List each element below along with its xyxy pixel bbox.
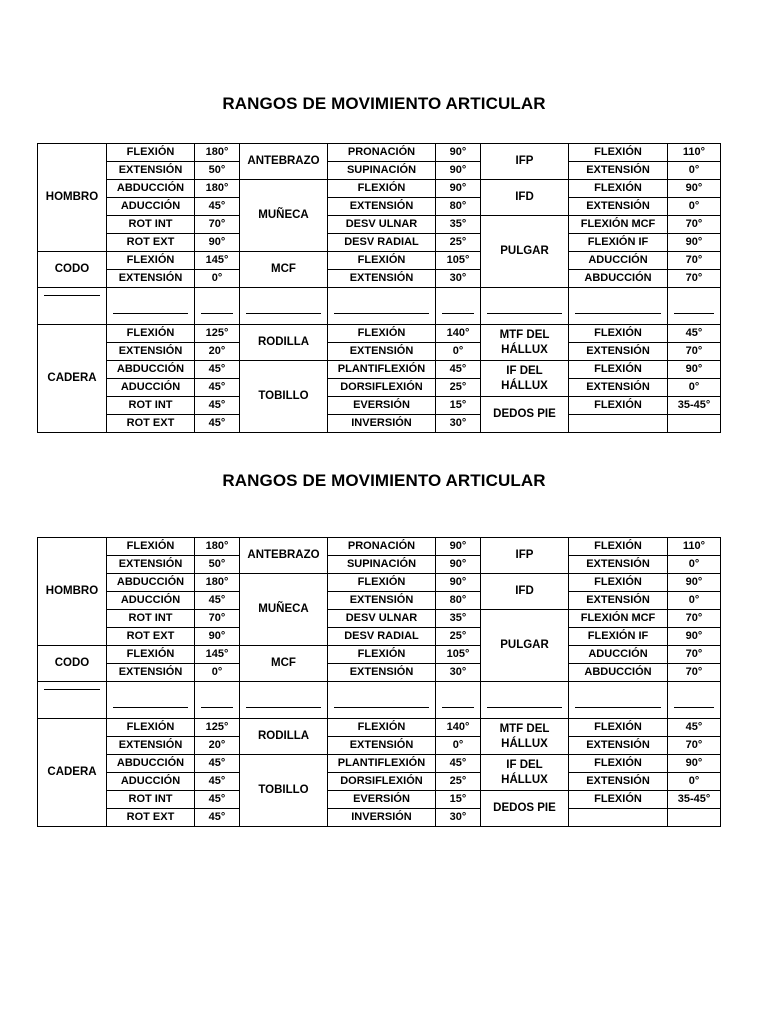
movement-label: INVERSIÓN — [328, 809, 436, 827]
table-row — [38, 719, 721, 737]
movement-label: FLEXIÓN — [107, 719, 195, 737]
range-value: 145° — [195, 252, 240, 270]
joint-label: IFD — [515, 191, 534, 203]
table-row — [38, 574, 721, 592]
movement-label: FLEXIÓN — [569, 144, 668, 162]
range-value: 90° — [436, 144, 481, 162]
joint-cadera — [38, 325, 107, 433]
movement-label: ABDUCCIÓN — [107, 361, 195, 379]
joint-cadera — [38, 719, 107, 827]
blank-cell — [240, 682, 328, 719]
table-row — [38, 610, 721, 628]
movement-label — [569, 809, 668, 827]
movement-label: FLEXIÓN — [569, 719, 668, 737]
blank-cell — [668, 682, 721, 719]
range-value: 70° — [668, 252, 721, 270]
joint-pulgar — [481, 610, 569, 682]
joint-muneca — [240, 574, 328, 646]
movement-label: FLEXIÓN IF — [569, 628, 668, 646]
table-row — [38, 556, 721, 574]
range-value: 90° — [668, 361, 721, 379]
range-value: 20° — [195, 737, 240, 755]
blank-line — [575, 313, 661, 314]
blank-cell — [38, 288, 107, 325]
joint-mcf — [240, 646, 328, 682]
joint-label: ANTEBRAZO — [247, 549, 320, 561]
joint-if-hallux — [481, 361, 569, 397]
blank-cell — [328, 682, 436, 719]
table-row — [38, 628, 721, 646]
joint-label: CODO — [54, 657, 90, 669]
movement-label: FLEXIÓN — [328, 646, 436, 664]
range-value: 45° — [195, 755, 240, 773]
range-value: 80° — [436, 198, 481, 216]
joint-label: TOBILLO — [258, 784, 309, 796]
range-value: 30° — [436, 809, 481, 827]
blank-line — [201, 313, 233, 314]
movement-label: ROT EXT — [107, 628, 195, 646]
movement-label: EXTENSIÓN — [569, 556, 668, 574]
movement-label: ABDUCCIÓN — [107, 180, 195, 198]
joint-label: RODILLA — [257, 336, 310, 348]
joint-dedos-pie — [481, 397, 569, 433]
blank-cell — [569, 288, 668, 325]
joint-ifp — [481, 144, 569, 180]
joint-if-hallux — [481, 755, 569, 791]
joint-label: HÁLLUX — [501, 737, 548, 750]
joint-label: IF DEL — [506, 758, 543, 771]
blank-cell — [481, 288, 569, 325]
table-row — [38, 216, 721, 234]
blank-line — [246, 707, 321, 708]
range-value: 140° — [436, 719, 481, 737]
range-value: 90° — [668, 234, 721, 252]
range-value: 90° — [668, 180, 721, 198]
range-value: 25° — [436, 379, 481, 397]
range-value: 105° — [436, 252, 481, 270]
range-value: 90° — [436, 574, 481, 592]
movement-label: FLEXIÓN IF — [569, 234, 668, 252]
blank-cell — [328, 288, 436, 325]
range-value: 70° — [668, 216, 721, 234]
movement-label: EXTENSIÓN — [107, 737, 195, 755]
range-value: 45° — [436, 361, 481, 379]
blank-line — [246, 313, 321, 314]
table-row — [38, 379, 721, 397]
range-value: 0° — [668, 162, 721, 180]
movement-label: FLEXIÓN — [569, 397, 668, 415]
range-value: 70° — [668, 270, 721, 288]
range-value: 90° — [436, 162, 481, 180]
joint-label: PULGAR — [500, 245, 549, 257]
movement-label: FLEXIÓN — [107, 646, 195, 664]
movement-label: FLEXIÓN — [569, 361, 668, 379]
movement-label: EXTENSIÓN — [107, 343, 195, 361]
joint-tobillo — [240, 755, 328, 827]
blank-cell — [668, 288, 721, 325]
movement-label: EXTENSIÓN — [569, 737, 668, 755]
movement-label: FLEXIÓN MCF — [569, 216, 668, 234]
movement-label: ROT EXT — [107, 234, 195, 252]
joint-pulgar — [481, 216, 569, 288]
joint-label: MTF DEL — [499, 328, 550, 341]
joint-mtf-hallux — [481, 719, 569, 755]
movement-label: DESV RADIAL — [328, 628, 436, 646]
table-row — [38, 791, 721, 809]
movement-label: EXTENSIÓN — [107, 162, 195, 180]
movement-label: EVERSIÓN — [328, 397, 436, 415]
movement-label: FLEXIÓN — [328, 180, 436, 198]
movement-label: EXTENSIÓN — [569, 379, 668, 397]
movement-label: EXTENSIÓN — [328, 198, 436, 216]
range-value: 45° — [195, 361, 240, 379]
range-value: 20° — [195, 343, 240, 361]
joint-label: ANTEBRAZO — [247, 155, 320, 167]
table-row — [38, 198, 721, 216]
joint-label: HÁLLUX — [501, 379, 548, 392]
blank-line — [442, 313, 474, 314]
range-value: 90° — [668, 755, 721, 773]
blank-line — [201, 707, 233, 708]
movement-label: ADUCCIÓN — [107, 198, 195, 216]
joint-ifp — [481, 538, 569, 574]
movement-label — [569, 415, 668, 433]
range-value: 15° — [436, 397, 481, 415]
table-row — [38, 646, 721, 664]
range-of-motion-table — [37, 537, 721, 827]
table-row — [38, 809, 721, 827]
blank-line — [674, 313, 714, 314]
joint-dedos-pie — [481, 791, 569, 827]
range-value: 45° — [195, 198, 240, 216]
movement-label: ADUCCIÓN — [107, 592, 195, 610]
range-value: 45° — [668, 719, 721, 737]
page-title: RANGOS DE MOVIMIENTO ARTICULAR — [222, 471, 546, 490]
joint-label: MUÑECA — [258, 603, 309, 615]
movement-label: DESV ULNAR — [328, 216, 436, 234]
table-row — [38, 397, 721, 415]
range-value: 70° — [668, 737, 721, 755]
movement-label: SUPINACIÓN — [328, 556, 436, 574]
joint-label: IFD — [515, 585, 534, 597]
movement-label: FLEXIÓN — [569, 755, 668, 773]
range-value: 15° — [436, 791, 481, 809]
movement-label: FLEXIÓN — [107, 144, 195, 162]
movement-label: SUPINACIÓN — [328, 162, 436, 180]
movement-label: ADUCCIÓN — [107, 379, 195, 397]
movement-label: ROT INT — [107, 397, 195, 415]
joint-label: IF DEL — [506, 364, 543, 377]
joint-rodilla — [240, 719, 328, 755]
range-value: 145° — [195, 646, 240, 664]
joint-label: HÁLLUX — [501, 773, 548, 786]
movement-label: ROT EXT — [107, 415, 195, 433]
joint-muneca — [240, 180, 328, 252]
movement-label: ADUCCIÓN — [569, 252, 668, 270]
range-of-motion-table — [37, 143, 721, 433]
blank-line — [334, 313, 429, 314]
joint-hombro — [38, 538, 107, 646]
movement-label: PLANTIFLEXIÓN — [328, 361, 436, 379]
joint-label: CADERA — [47, 372, 97, 384]
range-value: 80° — [436, 592, 481, 610]
table-row — [38, 755, 721, 773]
movement-label: ADUCCIÓN — [107, 773, 195, 791]
table-row — [38, 162, 721, 180]
movement-label: FLEXIÓN — [328, 252, 436, 270]
joint-label: HOMBRO — [45, 585, 99, 597]
movement-label: ROT INT — [107, 791, 195, 809]
movement-label: FLEXIÓN — [107, 325, 195, 343]
blank-line — [487, 313, 562, 314]
page-title: RANGOS DE MOVIMIENTO ARTICULAR — [222, 94, 546, 113]
joint-label: DEDOS PIE — [493, 408, 556, 420]
movement-label: EXTENSIÓN — [328, 664, 436, 682]
range-value — [668, 415, 721, 433]
range-value: 45° — [668, 325, 721, 343]
movement-label: EXTENSIÓN — [569, 162, 668, 180]
movement-label: FLEXIÓN — [569, 325, 668, 343]
range-value: 70° — [668, 610, 721, 628]
range-value: 0° — [668, 379, 721, 397]
blank-cell — [481, 682, 569, 719]
range-value: 180° — [195, 538, 240, 556]
range-value: 25° — [436, 773, 481, 791]
movement-label: ADUCCIÓN — [569, 646, 668, 664]
range-value: 70° — [668, 343, 721, 361]
range-value: 70° — [668, 664, 721, 682]
range-value: 45° — [195, 773, 240, 791]
table-row — [38, 343, 721, 361]
movement-label: FLEXIÓN — [107, 538, 195, 556]
joint-mcf — [240, 252, 328, 288]
joint-label: TOBILLO — [258, 390, 309, 402]
range-value: 70° — [668, 646, 721, 664]
range-value: 35-45° — [668, 397, 721, 415]
table-row — [38, 252, 721, 270]
range-value: 25° — [436, 628, 481, 646]
range-value: 0° — [668, 773, 721, 791]
movement-label: FLEXIÓN — [569, 180, 668, 198]
range-value: 30° — [436, 270, 481, 288]
movement-label: DESV ULNAR — [328, 610, 436, 628]
range-value: 180° — [195, 574, 240, 592]
movement-label: ROT EXT — [107, 809, 195, 827]
table-row — [38, 234, 721, 252]
range-value: 0° — [195, 664, 240, 682]
movement-label: PRONACIÓN — [328, 144, 436, 162]
joint-label: CODO — [54, 263, 90, 275]
movement-label: PLANTIFLEXIÓN — [328, 755, 436, 773]
blank-cell — [107, 682, 195, 719]
blank-cell — [38, 682, 107, 719]
range-value: 90° — [436, 180, 481, 198]
range-value: 50° — [195, 162, 240, 180]
table-row — [38, 664, 721, 682]
joint-label: HOMBRO — [45, 191, 99, 203]
blank-line — [113, 707, 188, 708]
blank-cell — [195, 288, 240, 325]
table-row — [38, 538, 721, 556]
blank-line — [44, 295, 100, 296]
joint-label: IFP — [515, 155, 534, 167]
range-value: 30° — [436, 664, 481, 682]
movement-label: ABDUCCIÓN — [107, 574, 195, 592]
movement-label: DORSIFLEXIÓN — [328, 773, 436, 791]
range-value: 35-45° — [668, 791, 721, 809]
movement-label: EXTENSIÓN — [569, 773, 668, 791]
range-value: 45° — [195, 397, 240, 415]
range-value: 30° — [436, 415, 481, 433]
table-row — [38, 415, 721, 433]
movement-label: ABDUCCIÓN — [569, 270, 668, 288]
range-value: 0° — [668, 556, 721, 574]
movement-label: DESV RADIAL — [328, 234, 436, 252]
joint-rodilla — [240, 325, 328, 361]
joint-ifd — [481, 574, 569, 610]
blank-cell — [436, 682, 481, 719]
range-value: 35° — [436, 610, 481, 628]
movement-label: EXTENSIÓN — [328, 343, 436, 361]
joint-label: IFP — [515, 549, 534, 561]
range-value: 25° — [436, 234, 481, 252]
range-value: 0° — [436, 737, 481, 755]
movement-label: EXTENSIÓN — [569, 343, 668, 361]
joint-codo — [38, 646, 107, 682]
movement-label: EXTENSIÓN — [328, 592, 436, 610]
blank-line — [487, 707, 562, 708]
movement-label: EXTENSIÓN — [328, 737, 436, 755]
blank-row — [38, 682, 721, 719]
joint-codo — [38, 252, 107, 288]
joint-label: RODILLA — [257, 730, 310, 742]
joint-label: HÁLLUX — [501, 343, 548, 356]
range-value: 90° — [436, 538, 481, 556]
range-value: 105° — [436, 646, 481, 664]
movement-label: EXTENSIÓN — [107, 664, 195, 682]
movement-label: FLEXIÓN — [328, 325, 436, 343]
range-value: 110° — [668, 538, 721, 556]
joint-label: CADERA — [47, 766, 97, 778]
joint-label: MTF DEL — [499, 722, 550, 735]
blank-line — [575, 707, 661, 708]
joint-mtf-hallux — [481, 325, 569, 361]
table-row — [38, 270, 721, 288]
movement-label: EXTENSIÓN — [328, 270, 436, 288]
range-value: 45° — [436, 755, 481, 773]
movement-label: ABDUCCIÓN — [107, 755, 195, 773]
blank-row — [38, 288, 721, 325]
range-value: 0° — [436, 343, 481, 361]
movement-label: ROT INT — [107, 216, 195, 234]
joint-label: PULGAR — [500, 639, 549, 651]
joint-label: MUÑECA — [258, 209, 309, 221]
blank-cell — [195, 682, 240, 719]
range-value: 180° — [195, 144, 240, 162]
range-value: 90° — [436, 556, 481, 574]
range-value: 90° — [668, 628, 721, 646]
joint-hombro — [38, 144, 107, 252]
range-value: 50° — [195, 556, 240, 574]
blank-line — [442, 707, 474, 708]
table-row — [38, 180, 721, 198]
blank-line — [113, 313, 188, 314]
joint-antebrazo — [240, 144, 328, 180]
joint-antebrazo — [240, 538, 328, 574]
movement-label: EXTENSIÓN — [569, 198, 668, 216]
blank-cell — [569, 682, 668, 719]
table-row — [38, 737, 721, 755]
joint-ifd — [481, 180, 569, 216]
range-value: 35° — [436, 216, 481, 234]
range-value: 125° — [195, 325, 240, 343]
range-value: 45° — [195, 415, 240, 433]
joint-tobillo — [240, 361, 328, 433]
range-value: 0° — [668, 592, 721, 610]
blank-line — [334, 707, 429, 708]
range-value — [668, 809, 721, 827]
movement-label: FLEXIÓN — [569, 538, 668, 556]
movement-label: EXTENSIÓN — [107, 270, 195, 288]
movement-label: DORSIFLEXIÓN — [328, 379, 436, 397]
movement-label: FLEXIÓN MCF — [569, 610, 668, 628]
movement-label: INVERSIÓN — [328, 415, 436, 433]
range-value: 90° — [668, 574, 721, 592]
movement-label: ABDUCCIÓN — [569, 664, 668, 682]
movement-label: FLEXIÓN — [569, 574, 668, 592]
movement-label: EXTENSIÓN — [107, 556, 195, 574]
range-value: 70° — [195, 610, 240, 628]
movement-label: FLEXIÓN — [569, 791, 668, 809]
joint-label: MCF — [271, 657, 296, 669]
blank-line — [674, 707, 714, 708]
movement-label: FLEXIÓN — [328, 574, 436, 592]
range-value: 70° — [195, 216, 240, 234]
movement-label: EVERSIÓN — [328, 791, 436, 809]
range-value: 125° — [195, 719, 240, 737]
range-value: 45° — [195, 809, 240, 827]
movement-label: PRONACIÓN — [328, 538, 436, 556]
range-value: 45° — [195, 791, 240, 809]
range-value: 0° — [195, 270, 240, 288]
movement-label: ROT INT — [107, 610, 195, 628]
table-row — [38, 144, 721, 162]
table-row — [38, 773, 721, 791]
table-row — [38, 592, 721, 610]
blank-line — [44, 689, 100, 690]
blank-cell — [240, 288, 328, 325]
range-value: 110° — [668, 144, 721, 162]
blank-cell — [436, 288, 481, 325]
range-value: 45° — [195, 379, 240, 397]
table-row — [38, 361, 721, 379]
joint-label: DEDOS PIE — [493, 802, 556, 814]
range-value: 90° — [195, 234, 240, 252]
range-value: 45° — [195, 592, 240, 610]
range-value: 180° — [195, 180, 240, 198]
blank-cell — [107, 288, 195, 325]
joint-label: MCF — [271, 263, 296, 275]
range-value: 140° — [436, 325, 481, 343]
movement-label: FLEXIÓN — [328, 719, 436, 737]
movement-label: FLEXIÓN — [107, 252, 195, 270]
table-row — [38, 325, 721, 343]
range-value: 0° — [668, 198, 721, 216]
movement-label: EXTENSIÓN — [569, 592, 668, 610]
range-value: 90° — [195, 628, 240, 646]
